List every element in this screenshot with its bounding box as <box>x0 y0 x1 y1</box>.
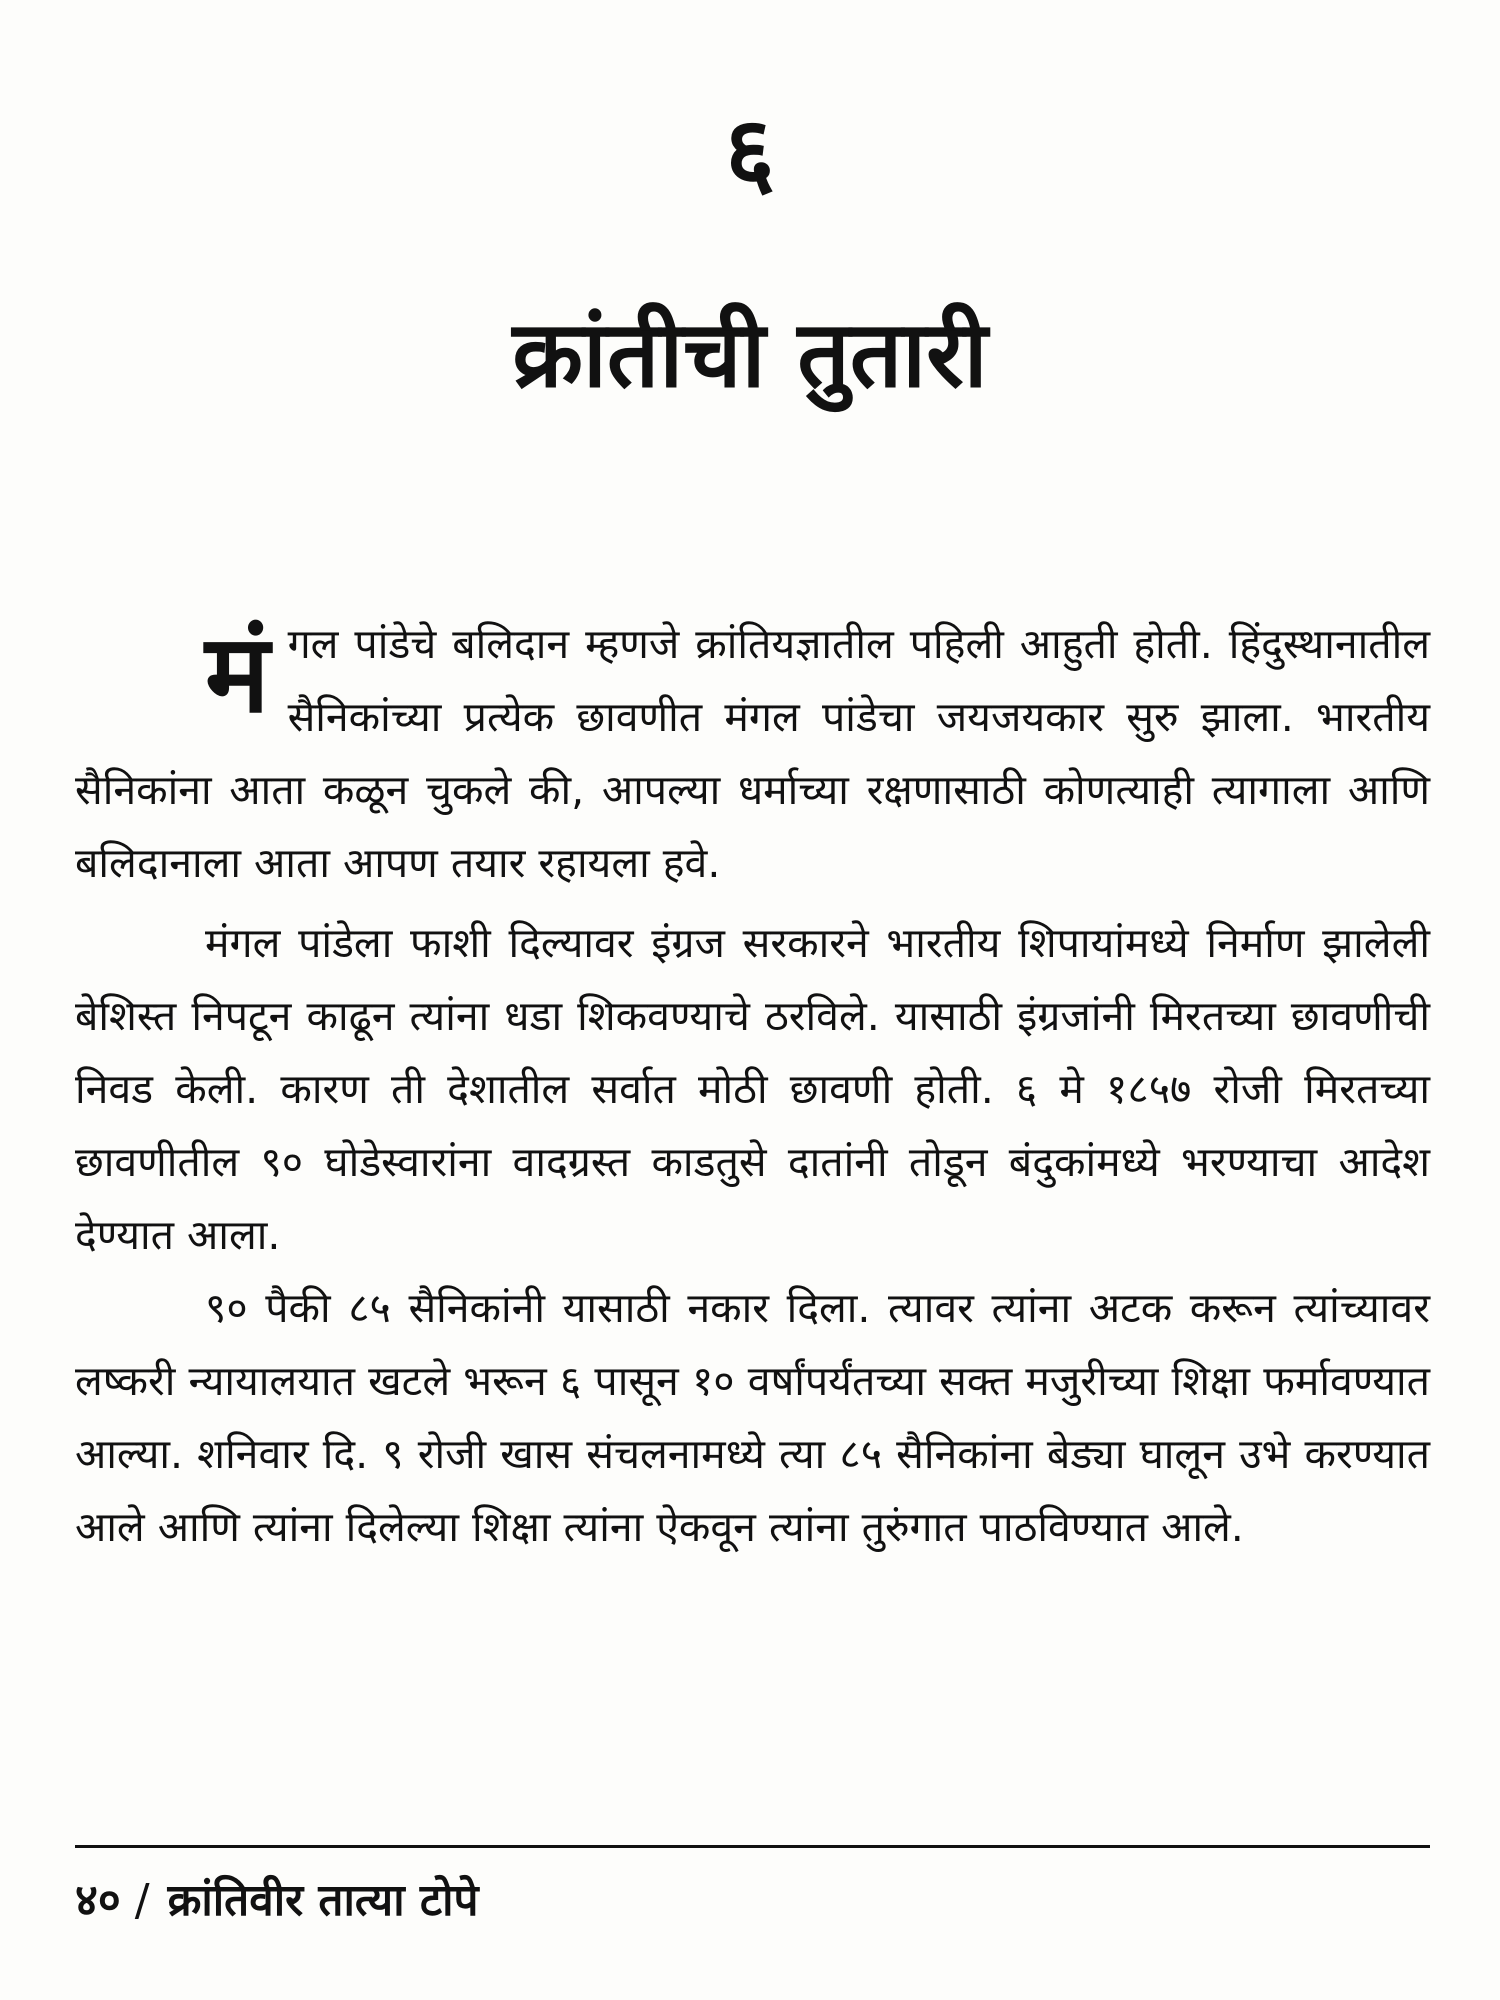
running-book-title: क्रांतिवीर तात्या टोपे <box>167 1875 479 1926</box>
paragraph-2: मंगल पांडेला फाशी दिल्यावर इंग्रज सरकारने भारतीय शिपायांमध्ये निर्माण झालेली बेशिस्त निपटून काढून त्यांना धडा शिकवण्याचे ठरविले. यासाठी इंग्रजांनी मिरतच्या छावणीची निवड केली. कारण ती देशातील सर्वात मोठी छावणी होती. ६ मे १८५७ रोजी मिरतच्या छावणीतील ९० घोडेस्वारांना वादग्रस्त काडतुसे दातांनी तोडून बंदुकांमध्ये भरण्याचा आदेश देण्यात आला. <box>75 919 1430 1259</box>
page-footer <box>75 1875 478 1928</box>
chapter-number: ६ <box>725 96 775 208</box>
paragraph-1-text: गल पांडेचे बलिदान म्हणजे क्रांतियज्ञातील पहिली आहुती होती. हिंदुस्थानातील सैनिकांच्या प्रत्येक छावणीत मंगल पांडेचा जयजयकार सुरु झाला. भारतीय सैनिकांना आता कळून चुकले की, आपल्या धर्माच्या रक्षणासाठी कोणत्याही त्यागाला आणि बलिदानाला आता आपण तयार रहायला हवे. <box>75 620 1430 887</box>
drop-cap: मं <box>205 612 270 737</box>
page-number: ४० <box>75 1875 121 1926</box>
chapter-title: क्रांतीची तुतारी <box>512 301 988 408</box>
body-text <box>75 608 1430 1564</box>
footer-rule <box>75 1845 1430 1848</box>
footer-separator: / <box>134 1875 150 1926</box>
paragraph-3: ९० पैकी ८५ सैनिकांनी यासाठी नकार दिला. त्यावर त्यांना अटक करून त्यांच्यावर लष्करी न्यायालयात खटले भरून ६ पासून १० वर्षांपर्यंतच्या सक्त मजुरीच्या शिक्षा फर्मावण्यात आल्या. शनिवार दि. ९ रोजी खास संचलनामध्ये त्या ८५ सैनिकांना बेड्या घालून उभे करण्यात आले आणि त्यांना दिलेल्या शिक्षा त्यांना ऐकवून त्यांना तुरुंगात पाठविण्यात आले. <box>75 1284 1430 1551</box>
paragraph-1 <box>75 608 1430 900</box>
